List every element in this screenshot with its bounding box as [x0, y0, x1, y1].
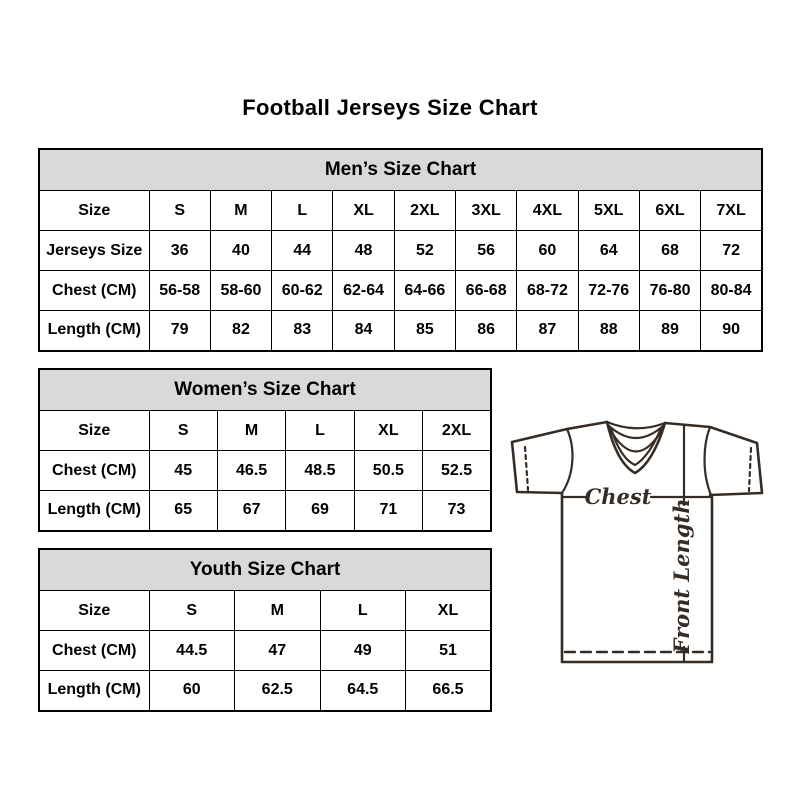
row-label: Size: [39, 191, 149, 231]
cell-value: 65: [149, 491, 217, 531]
cell-value: S: [149, 591, 235, 631]
cell-value: 44: [272, 231, 333, 271]
cell-value: M: [210, 191, 271, 231]
cell-value: 6XL: [639, 191, 700, 231]
cell-value: 68: [639, 231, 700, 271]
table-title-row: [39, 369, 491, 411]
page-title: Football Jerseys Size Chart: [242, 95, 538, 120]
cell-value: 47: [235, 631, 321, 671]
row-label: Length (CM): [39, 491, 149, 531]
row-label: Size: [39, 411, 149, 451]
cell-value: 56: [455, 231, 516, 271]
cell-value: 71: [354, 491, 422, 531]
cell-value: 4XL: [517, 191, 578, 231]
table-row: [39, 451, 491, 491]
table-row: [39, 271, 762, 311]
cell-value: 72: [701, 231, 762, 271]
row-label: Size: [39, 591, 149, 631]
cell-value: 83: [272, 311, 333, 351]
cell-value: L: [320, 591, 406, 631]
table-row: [39, 631, 491, 671]
table-row: [39, 191, 762, 231]
table-row: [39, 231, 762, 271]
cell-value: 64-66: [394, 271, 455, 311]
table-row: [39, 591, 491, 631]
cell-value: M: [217, 411, 285, 451]
cell-value: L: [272, 191, 333, 231]
row-label: Length (CM): [39, 671, 149, 711]
cell-value: L: [286, 411, 354, 451]
row-label: Jerseys Size: [39, 231, 149, 271]
cell-value: 67: [217, 491, 285, 531]
womens-size-table: [38, 368, 492, 528]
cell-value: 50.5: [354, 451, 422, 491]
cell-value: 79: [149, 311, 210, 351]
cell-value: 73: [423, 491, 491, 531]
cell-value: 36: [149, 231, 210, 271]
cell-value: 85: [394, 311, 455, 351]
chest-measure-label: Chest: [584, 484, 652, 509]
mens-size-table: [38, 148, 763, 348]
cell-value: 62-64: [333, 271, 394, 311]
table-row: [39, 671, 491, 711]
youth-size-table: [38, 548, 492, 708]
cell-value: 49: [320, 631, 406, 671]
cell-value: 2XL: [394, 191, 455, 231]
cell-value: 80-84: [701, 271, 762, 311]
table-title-row: [39, 549, 491, 591]
table-title: Women’s Size Chart: [39, 369, 491, 411]
cell-value: 69: [286, 491, 354, 531]
cell-value: 51: [406, 631, 492, 671]
cell-value: 88: [578, 311, 639, 351]
cell-value: 48: [333, 231, 394, 271]
row-label: Chest (CM): [39, 271, 149, 311]
cell-value: 66-68: [455, 271, 516, 311]
cell-value: 72-76: [578, 271, 639, 311]
cell-value: 60-62: [272, 271, 333, 311]
cell-value: 56-58: [149, 271, 210, 311]
cell-value: XL: [333, 191, 394, 231]
table-title: Men’s Size Chart: [39, 149, 762, 191]
cell-value: 89: [639, 311, 700, 351]
collar-back-curve: [607, 422, 665, 428]
cell-value: 48.5: [286, 451, 354, 491]
front-length-measure-label: Front Length: [669, 498, 694, 654]
cell-value: M: [235, 591, 321, 631]
cell-value: 40: [210, 231, 271, 271]
cell-value: 58-60: [210, 271, 271, 311]
cell-value: XL: [354, 411, 422, 451]
jersey-outline: [512, 422, 762, 662]
cell-value: 52: [394, 231, 455, 271]
row-label: Chest (CM): [39, 631, 149, 671]
cell-value: 44.5: [149, 631, 235, 671]
cell-value: S: [149, 411, 217, 451]
cell-value: 52.5: [423, 451, 491, 491]
size-table: [38, 148, 763, 352]
cell-value: 86: [455, 311, 516, 351]
table-row: [39, 491, 491, 531]
jersey-measurement-diagram: [505, 403, 777, 668]
right-cuff-stitch-dashes: [749, 448, 751, 491]
cell-value: 64.5: [320, 671, 406, 711]
cell-value: 66.5: [406, 671, 492, 711]
size-table: [38, 548, 492, 712]
cell-value: 60: [149, 671, 235, 711]
cell-value: 76-80: [639, 271, 700, 311]
cell-value: 90: [701, 311, 762, 351]
row-label: Length (CM): [39, 311, 149, 351]
right-armhole-seam: [705, 427, 712, 495]
cell-value: 68-72: [517, 271, 578, 311]
cell-value: XL: [406, 591, 492, 631]
table-title: Youth Size Chart: [39, 549, 491, 591]
cell-value: 5XL: [578, 191, 639, 231]
cell-value: 45: [149, 451, 217, 491]
cell-value: 87: [517, 311, 578, 351]
table-row: [39, 411, 491, 451]
table-title-row: [39, 149, 762, 191]
cell-value: 82: [210, 311, 271, 351]
table-row: [39, 311, 762, 351]
cell-value: 3XL: [455, 191, 516, 231]
left-armhole-seam: [562, 429, 572, 493]
cell-value: 7XL: [701, 191, 762, 231]
left-cuff-stitch-dashes: [525, 447, 528, 490]
row-label: Chest (CM): [39, 451, 149, 491]
cell-value: 2XL: [423, 411, 491, 451]
cell-value: 60: [517, 231, 578, 271]
cell-value: S: [149, 191, 210, 231]
cell-value: 64: [578, 231, 639, 271]
cell-value: 84: [333, 311, 394, 351]
size-table: [38, 368, 492, 532]
cell-value: 62.5: [235, 671, 321, 711]
cell-value: 46.5: [217, 451, 285, 491]
